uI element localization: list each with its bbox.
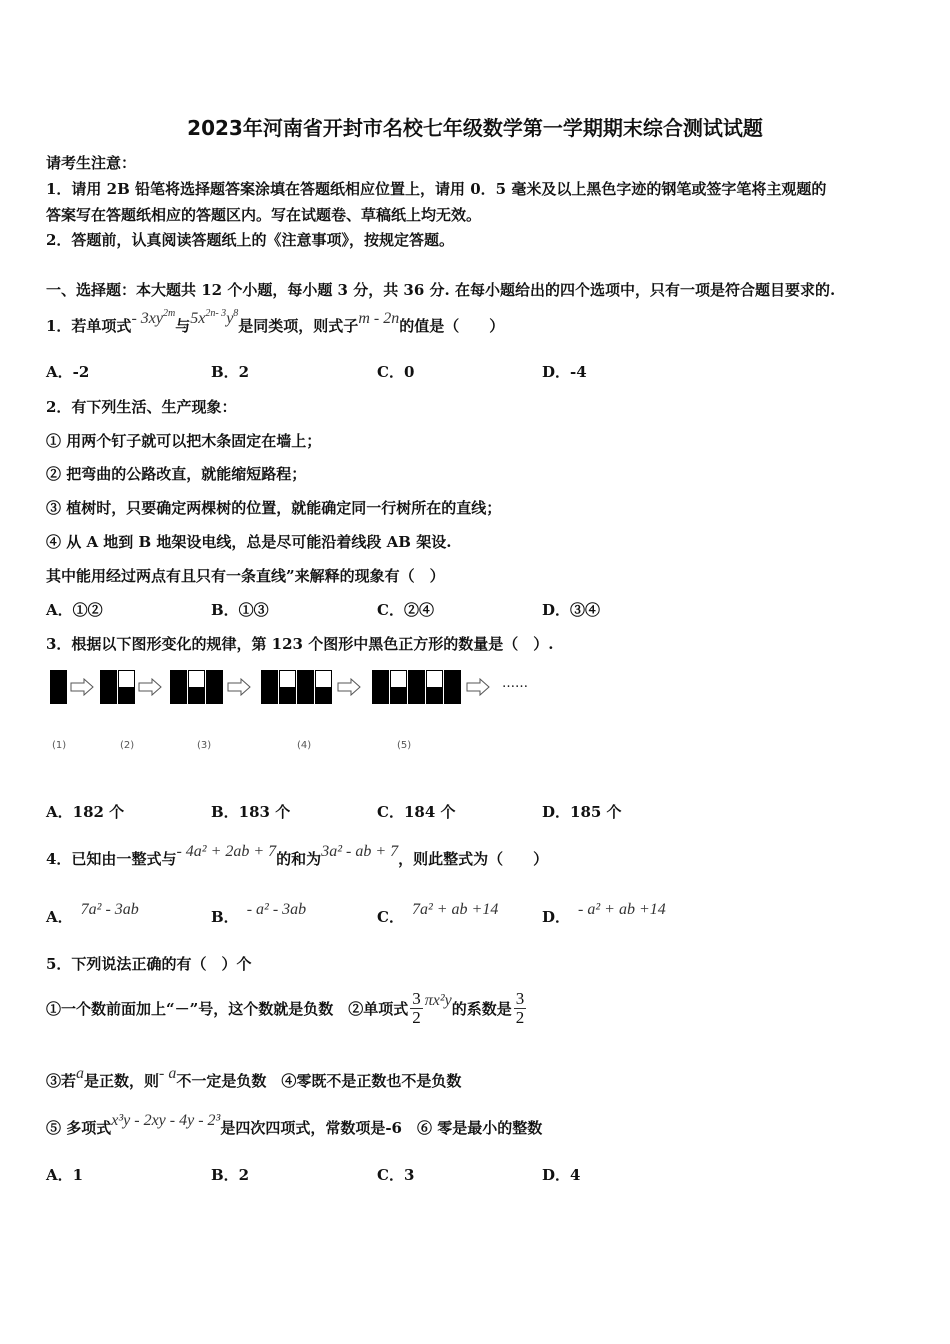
- q1-math-1: [131, 310, 175, 327]
- question-4-stem: [46, 843, 549, 869]
- q2-statement-2: ② 把弯曲的公路改直，就能缩短路程；: [46, 465, 307, 483]
- pattern-figure-3: [170, 670, 224, 704]
- pattern-cell: [408, 670, 425, 704]
- q5-monomial: πx²y: [424, 991, 452, 1009]
- pattern-cell: [297, 670, 314, 704]
- q4-text-3: ，则此整式为（ ）: [398, 850, 549, 868]
- pattern-figure-4: [261, 670, 333, 704]
- pattern-cell: [100, 670, 117, 704]
- q1-math-2-base: 5x: [190, 310, 206, 327]
- q5-option-d[interactable]: D．4: [542, 1166, 581, 1184]
- q5-line-2: [46, 1065, 462, 1091]
- q2-statement-1: ① 用两个钉子就可以把木条固定在墙上；: [46, 432, 322, 450]
- pattern-cell: [206, 670, 223, 704]
- pattern-cell: [118, 670, 135, 704]
- q5-option-c[interactable]: C．3: [377, 1166, 415, 1184]
- figure-label-1: (1): [52, 740, 67, 751]
- q1-text-1: 1．若单项式: [46, 317, 132, 335]
- q3-option-a[interactable]: A．182 个: [46, 803, 125, 821]
- q1-option-c[interactable]: C．0: [377, 363, 415, 381]
- pattern-cell: [50, 670, 67, 704]
- q1-math-1-exp: 2m: [162, 308, 176, 319]
- notice-line-1: 1．请用 2B 铅笔将选择题答案涂填在答题纸相应位置上，请用 0．5 毫米及以上黑色字迹的钢笔或签字笔将主观题的: [46, 180, 827, 198]
- q1-math-1-base: - 3xy: [131, 310, 163, 327]
- question-5-stem: 5．下列说法正确的有（ ）个: [46, 955, 252, 973]
- q5-line-2-text-b: 是正数，则: [84, 1072, 160, 1090]
- figure-label-3: (3): [197, 740, 212, 751]
- pattern-cell: [426, 670, 443, 704]
- pattern-cell: [170, 670, 187, 704]
- q1-text-2: 与: [175, 317, 191, 335]
- q1-math-2: [190, 310, 238, 327]
- q1-math-2-exp: 2n- 3: [205, 308, 227, 319]
- q4-text-1: 4．已知由一整式与: [46, 850, 177, 868]
- right-arrow-icon: [227, 678, 251, 696]
- pattern-cell: [372, 670, 389, 704]
- q5-line-2-text-a: ③若: [46, 1072, 77, 1090]
- q5-polynomial: x³y - 2xy - 4y - 2³: [111, 1112, 221, 1129]
- right-arrow-icon: [70, 678, 94, 696]
- q1-text-4: 的值是（ ）: [399, 317, 505, 335]
- figure-label-4: (4): [297, 740, 312, 751]
- q4-option-c[interactable]: [377, 901, 499, 927]
- q5-line-3-text-a: ⑤ 多项式: [46, 1119, 112, 1137]
- q4-text-2: 的和为: [276, 850, 322, 868]
- question-1-stem: [46, 308, 505, 336]
- q4-math-2: 3a² - ab + 7: [321, 843, 399, 860]
- q4-option-b-letter: B．: [211, 908, 239, 926]
- q5-line-1: [46, 990, 528, 1027]
- q4-option-b[interactable]: [211, 901, 307, 927]
- pattern-cell: [444, 670, 461, 704]
- pattern-cell: [315, 670, 332, 704]
- q5-var-a: a: [76, 1065, 85, 1082]
- q1-math-2-y: y: [226, 310, 234, 327]
- right-arrow-icon: [138, 678, 162, 696]
- q3-option-b[interactable]: B．183 个: [211, 803, 291, 821]
- q1-option-a[interactable]: A．-2: [46, 363, 90, 381]
- pattern-figure-1: [50, 670, 68, 704]
- q4-option-d-letter: D．: [542, 908, 571, 926]
- fraction-denominator: 2: [412, 1008, 421, 1027]
- notice-heading: 请考生注意：: [46, 154, 137, 172]
- pattern-cell: [279, 670, 296, 704]
- page-title: 2023年河南省开封市名校七年级数学第一学期期末综合测试试题: [187, 116, 763, 140]
- pattern-cell: [390, 670, 407, 704]
- q5-neg-a: - a: [159, 1065, 177, 1082]
- pattern-cell: [261, 670, 278, 704]
- q4-option-c-letter: C．: [377, 908, 404, 926]
- q4-option-d[interactable]: [542, 901, 666, 927]
- q2-statement-4: ④ 从 A 地到 B 地架设电线，总是尽可能沿着线段 AB 架设.: [46, 533, 452, 551]
- q1-math-3: m - 2n: [358, 310, 400, 327]
- q1-math-2-y-exp: 8: [233, 308, 239, 319]
- pattern-figure: [46, 670, 566, 706]
- notice-line-3: 2．答题前，认真阅读答题纸上的《注意事项》，按规定答题。: [46, 231, 454, 249]
- section-heading: 一、选择题：本大题共 12 个小题，每小题 3 分，共 36 分. 在每小题给出的四个选项中，只有一项是符合题目要求的.: [46, 281, 836, 299]
- q2-option-c[interactable]: C．②④: [377, 601, 434, 619]
- q5-line-3: [46, 1112, 543, 1138]
- q5-line-1-text-b: 的系数是: [451, 999, 512, 1018]
- q5-line-1-text-a: ①一个数前面加上“－”号，这个数就是负数 ②单项式: [46, 999, 409, 1018]
- pattern-figure-5: [372, 670, 462, 704]
- fraction-numerator: 3: [412, 989, 421, 1008]
- fraction-three-halves: [410, 990, 423, 1027]
- q2-option-a[interactable]: A．①②: [46, 601, 103, 619]
- q4-option-a[interactable]: [46, 901, 139, 927]
- q4-math-1: - 4a² + 2ab + 7: [176, 843, 277, 860]
- question-3-stem: 3．根据以下图形变化的规律，第 123 个图形中黑色正方形的数量是（ ）.: [46, 635, 554, 653]
- figure-label-5: (5): [397, 740, 412, 751]
- question-2-stem: 2．有下列生活、生产现象：: [46, 398, 237, 416]
- fraction-three-halves: [514, 990, 527, 1027]
- q3-option-c[interactable]: C．184 个: [377, 803, 456, 821]
- q2-option-b[interactable]: B．①③: [211, 601, 269, 619]
- q2-question: 其中能用经过两点有且只有一条直线”来解释的现象有（ ）: [46, 567, 445, 585]
- q4-option-a-letter: A．: [46, 908, 73, 926]
- q2-statement-3: ③ 植树时，只要确定两棵树的位置，就能确定同一行树所在的直线；: [46, 499, 502, 517]
- q4-option-a-expr: 7a² - 3ab: [80, 901, 139, 918]
- q2-option-d[interactable]: D．③④: [542, 601, 601, 619]
- figure-label-2: (2): [120, 740, 135, 751]
- continuation-dots: ……: [502, 676, 528, 691]
- q5-option-a[interactable]: A．1: [46, 1166, 84, 1184]
- notice-line-2: 答案写在答题纸相应的答题区内。写在试题卷、草稿纸上均无效。: [46, 206, 482, 224]
- q3-option-d[interactable]: D．185 个: [542, 803, 622, 821]
- fraction-denominator: 2: [515, 1008, 525, 1027]
- q1-text-3: 是同类项，则式子: [238, 317, 359, 335]
- right-arrow-icon: [466, 678, 490, 696]
- q4-option-d-expr: - a² + ab +14: [578, 901, 666, 918]
- right-arrow-icon: [337, 678, 361, 696]
- q5-option-b[interactable]: B．2: [211, 1166, 250, 1184]
- q5-line-2-text-c: 不一定是负数 ④零既不是正数也不是负数: [176, 1072, 462, 1090]
- q1-option-d[interactable]: D．-4: [542, 363, 587, 381]
- fraction-numerator: 3: [515, 989, 525, 1008]
- pattern-figure-2: [100, 670, 136, 704]
- pattern-cell: [188, 670, 205, 704]
- q4-option-b-expr: - a² - 3ab: [246, 901, 307, 918]
- q1-option-b[interactable]: B．2: [211, 363, 250, 381]
- q5-line-3-text-b: 是四次四项式，常数项是-6 ⑥ 零是最小的整数: [220, 1119, 543, 1137]
- q4-option-c-expr: 7a² + ab +14: [411, 901, 499, 918]
